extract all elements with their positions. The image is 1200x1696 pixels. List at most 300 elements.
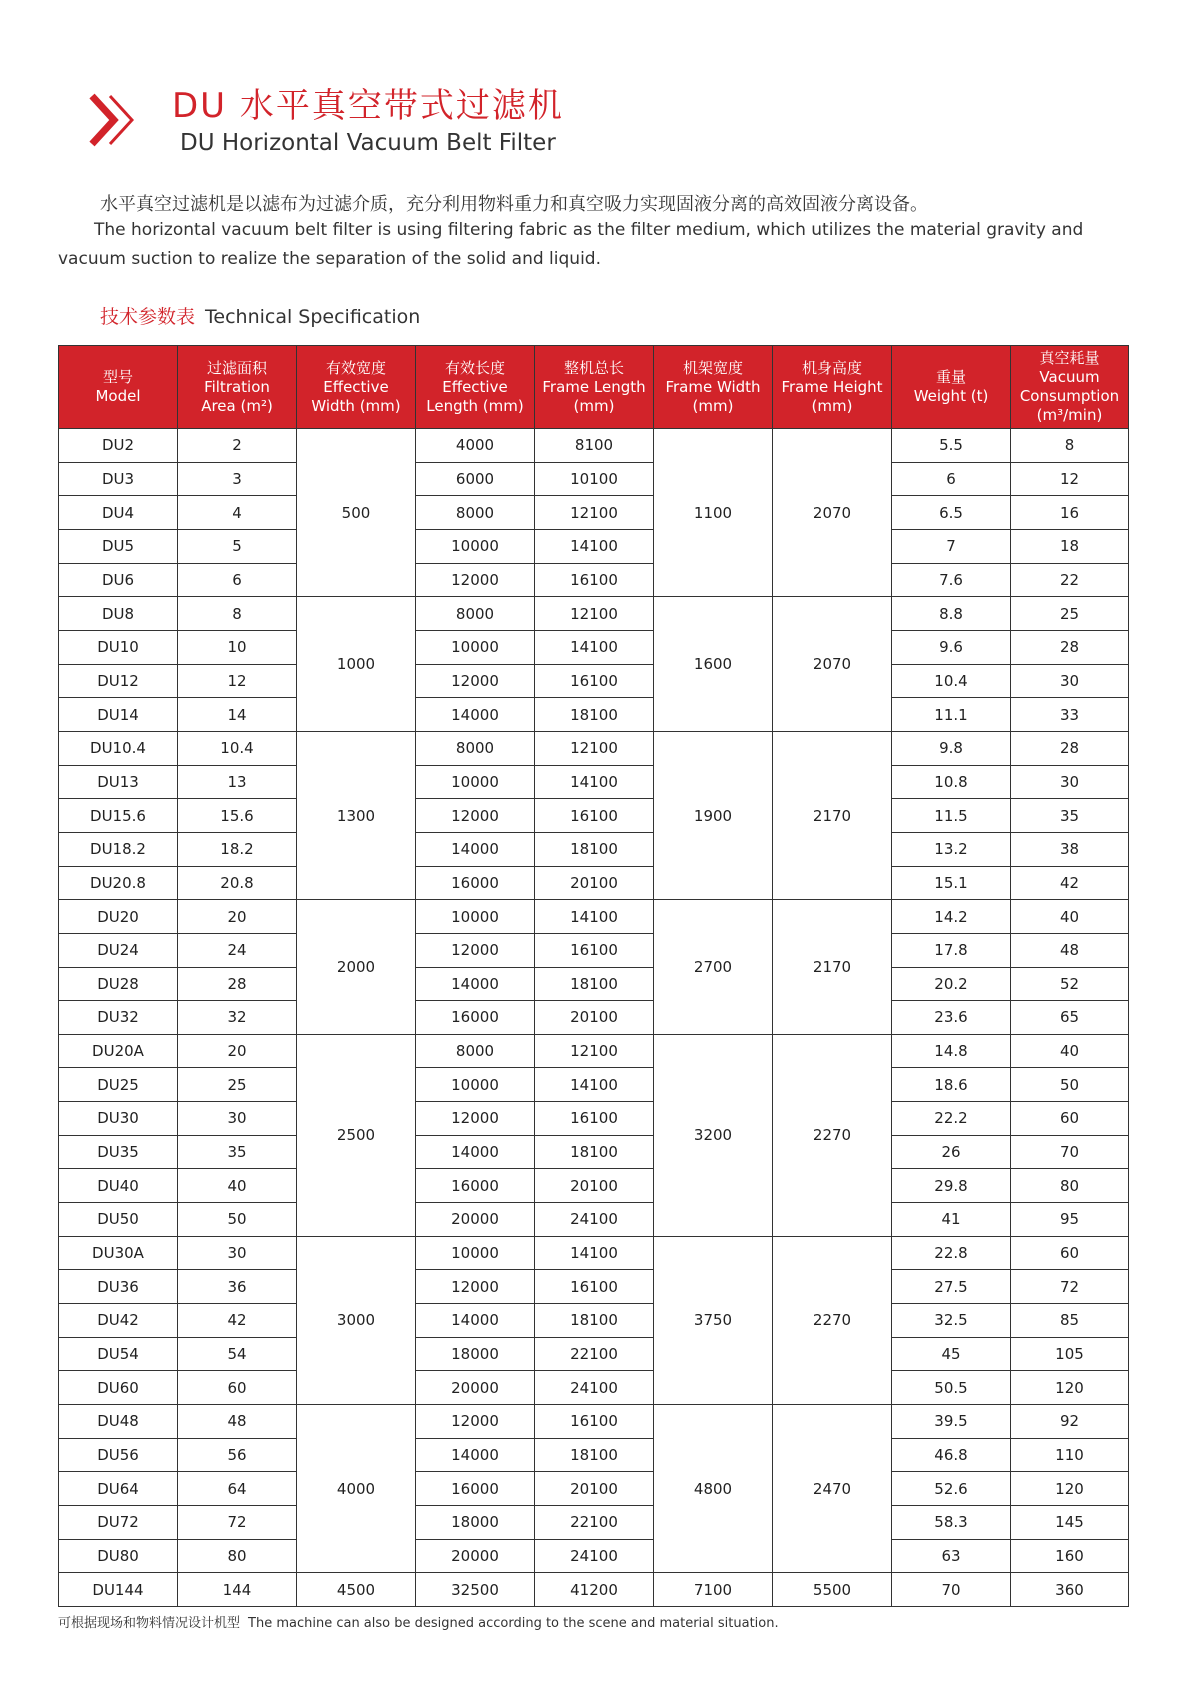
vacuum-consumption-cell: 12 <box>1011 462 1129 496</box>
weight-cell: 7.6 <box>892 563 1011 597</box>
weight-cell: 7 <box>892 529 1011 563</box>
model-cell: DU20A <box>59 1034 178 1068</box>
frame-length-cell: 12100 <box>535 597 654 631</box>
vacuum-consumption-cell: 145 <box>1011 1506 1129 1540</box>
frame-width-cell: 2700 <box>654 900 773 1035</box>
effective-length-cell: 8000 <box>416 597 535 631</box>
frame-length-cell: 18100 <box>535 1304 654 1338</box>
effective-length-cell: 4000 <box>416 429 535 463</box>
vacuum-consumption-cell: 360 <box>1011 1573 1129 1607</box>
table-row <box>59 698 1129 732</box>
model-cell: DU42 <box>59 1304 178 1338</box>
filtration-area-cell: 35 <box>178 1135 297 1169</box>
frame-length-cell: 16100 <box>535 563 654 597</box>
table-row <box>59 1169 1129 1203</box>
model-cell: DU5 <box>59 529 178 563</box>
model-cell: DU48 <box>59 1405 178 1439</box>
effective-length-cell: 10000 <box>416 630 535 664</box>
table-row <box>59 1539 1129 1573</box>
weight-cell: 17.8 <box>892 933 1011 967</box>
model-cell: DU4 <box>59 496 178 530</box>
weight-cell: 8.8 <box>892 597 1011 631</box>
vacuum-consumption-cell: 28 <box>1011 731 1129 765</box>
weight-cell: 32.5 <box>892 1304 1011 1338</box>
model-cell: DU60 <box>59 1371 178 1405</box>
column-header-cn: 真空耗量 <box>1039 349 1100 367</box>
table-row <box>59 967 1129 1001</box>
filtration-area-cell: 60 <box>178 1371 297 1405</box>
effective-length-cell: 14000 <box>416 1135 535 1169</box>
frame-length-cell: 16100 <box>535 1270 654 1304</box>
weight-cell: 23.6 <box>892 1001 1011 1035</box>
column-header-en: (mm) <box>811 396 853 415</box>
filtration-area-cell: 2 <box>178 429 297 463</box>
model-cell: DU10 <box>59 630 178 664</box>
frame-width-cell: 1900 <box>654 731 773 899</box>
spec-table <box>58 345 1129 1607</box>
frame-height-cell: 2270 <box>773 1034 892 1236</box>
filtration-area-cell: 30 <box>178 1102 297 1136</box>
table-row <box>59 1034 1129 1068</box>
effective-length-cell: 12000 <box>416 1102 535 1136</box>
model-cell: DU36 <box>59 1270 178 1304</box>
frame-length-cell: 20100 <box>535 1169 654 1203</box>
effective-length-cell: 14000 <box>416 1304 535 1338</box>
frame-length-cell: 14100 <box>535 765 654 799</box>
frame-width-cell: 4800 <box>654 1405 773 1573</box>
weight-cell: 11.5 <box>892 799 1011 833</box>
filtration-area-cell: 25 <box>178 1068 297 1102</box>
effective-length-cell: 20000 <box>416 1539 535 1573</box>
table-row <box>59 765 1129 799</box>
weight-cell: 52.6 <box>892 1472 1011 1506</box>
table-row <box>59 832 1129 866</box>
vacuum-consumption-cell: 85 <box>1011 1304 1129 1338</box>
model-cell: DU25 <box>59 1068 178 1102</box>
vacuum-consumption-cell: 8 <box>1011 429 1129 463</box>
weight-cell: 50.5 <box>892 1371 1011 1405</box>
column-header <box>892 346 1011 429</box>
model-cell: DU15.6 <box>59 799 178 833</box>
frame-length-cell: 14100 <box>535 900 654 934</box>
frame-length-cell: 18100 <box>535 832 654 866</box>
model-cell: DU32 <box>59 1001 178 1035</box>
model-cell: DU6 <box>59 563 178 597</box>
model-cell: DU3 <box>59 462 178 496</box>
table-row <box>59 597 1129 631</box>
weight-cell: 46.8 <box>892 1438 1011 1472</box>
filtration-area-cell: 8 <box>178 597 297 631</box>
filtration-area-cell: 14 <box>178 698 297 732</box>
frame-width-cell: 1600 <box>654 597 773 732</box>
column-header <box>416 346 535 429</box>
table-row <box>59 462 1129 496</box>
column-header-en: Width (mm) <box>311 396 401 415</box>
weight-cell: 6 <box>892 462 1011 496</box>
column-header-en: Model <box>95 387 141 405</box>
frame-length-cell: 18100 <box>535 967 654 1001</box>
table-row <box>59 429 1129 463</box>
frame-length-cell: 18100 <box>535 1438 654 1472</box>
model-cell: DU8 <box>59 597 178 631</box>
vacuum-consumption-cell: 120 <box>1011 1371 1129 1405</box>
weight-cell: 20.2 <box>892 967 1011 1001</box>
frame-length-cell: 18100 <box>535 1135 654 1169</box>
table-row <box>59 1001 1129 1035</box>
vacuum-consumption-cell: 110 <box>1011 1438 1129 1472</box>
vacuum-consumption-cell: 95 <box>1011 1203 1129 1237</box>
effective-length-cell: 20000 <box>416 1203 535 1237</box>
effective-length-cell: 10000 <box>416 1068 535 1102</box>
frame-length-cell: 8100 <box>535 429 654 463</box>
column-header-cn: 重量 <box>935 368 966 386</box>
vacuum-consumption-cell: 60 <box>1011 1236 1129 1270</box>
table-row <box>59 1236 1129 1270</box>
model-cell: DU30 <box>59 1102 178 1136</box>
filtration-area-cell: 20 <box>178 900 297 934</box>
filtration-area-cell: 10 <box>178 630 297 664</box>
effective-length-cell: 16000 <box>416 1472 535 1506</box>
frame-width-cell: 7100 <box>654 1573 773 1607</box>
model-cell: DU13 <box>59 765 178 799</box>
column-header <box>59 346 178 429</box>
model-cell: DU24 <box>59 933 178 967</box>
table-row <box>59 933 1129 967</box>
column-header-en: Frame Length <box>542 377 646 396</box>
effective-length-cell: 12000 <box>416 664 535 698</box>
weight-cell: 39.5 <box>892 1405 1011 1439</box>
effective-length-cell: 18000 <box>416 1337 535 1371</box>
column-header <box>297 346 416 429</box>
double-chevron-right-icon <box>88 92 134 148</box>
page-title-en: DU Horizontal Vacuum Belt Filter <box>180 130 556 156</box>
table-row <box>59 1573 1129 1607</box>
effective-width-cell: 2500 <box>297 1034 416 1236</box>
model-cell: DU10.4 <box>59 731 178 765</box>
column-header <box>654 346 773 429</box>
frame-height-cell: 2470 <box>773 1405 892 1573</box>
column-header <box>535 346 654 429</box>
model-cell: DU20.8 <box>59 866 178 900</box>
frame-height-cell: 2070 <box>773 429 892 597</box>
frame-length-cell: 14100 <box>535 630 654 664</box>
spec-heading-cn: 技术参数表 <box>100 306 196 328</box>
column-header-en: Length (mm) <box>426 396 524 415</box>
vacuum-consumption-cell: 40 <box>1011 900 1129 934</box>
table-row <box>59 1102 1129 1136</box>
model-cell: DU35 <box>59 1135 178 1169</box>
intro-text-cn: 水平真空过滤机是以滤布为过滤介质，充分利用物料重力和真空吸力实现固液分离的高效固液分离设备。 <box>100 194 928 215</box>
frame-height-cell: 5500 <box>773 1573 892 1607</box>
vacuum-consumption-cell: 72 <box>1011 1270 1129 1304</box>
effective-length-cell: 14000 <box>416 1438 535 1472</box>
effective-width-cell: 3000 <box>297 1236 416 1404</box>
footnote-cn: 可根据现场和物料情况设计机型 <box>58 1616 241 1631</box>
frame-length-cell: 41200 <box>535 1573 654 1607</box>
weight-cell: 15.1 <box>892 866 1011 900</box>
frame-length-cell: 10100 <box>535 462 654 496</box>
table-row <box>59 1506 1129 1540</box>
filtration-area-cell: 18.2 <box>178 832 297 866</box>
model-cell: DU40 <box>59 1169 178 1203</box>
column-header-en: Effective <box>442 377 508 396</box>
frame-width-cell: 3200 <box>654 1034 773 1236</box>
frame-height-cell: 2170 <box>773 731 892 899</box>
effective-length-cell: 10000 <box>416 900 535 934</box>
filtration-area-cell: 48 <box>178 1405 297 1439</box>
model-cell: DU18.2 <box>59 832 178 866</box>
filtration-area-cell: 36 <box>178 1270 297 1304</box>
table-row <box>59 1405 1129 1439</box>
vacuum-consumption-cell: 30 <box>1011 765 1129 799</box>
effective-length-cell: 16000 <box>416 1001 535 1035</box>
filtration-area-cell: 64 <box>178 1472 297 1506</box>
frame-length-cell: 16100 <box>535 1102 654 1136</box>
vacuum-consumption-cell: 33 <box>1011 698 1129 732</box>
weight-cell: 5.5 <box>892 429 1011 463</box>
model-cell: DU50 <box>59 1203 178 1237</box>
footnote-en: The machine can also be designed according to the scene and material situation. <box>248 1616 779 1631</box>
vacuum-consumption-cell: 105 <box>1011 1337 1129 1371</box>
weight-cell: 13.2 <box>892 832 1011 866</box>
frame-height-cell: 2070 <box>773 597 892 732</box>
frame-length-cell: 12100 <box>535 1034 654 1068</box>
column-header-en: (mm) <box>573 396 615 415</box>
frame-width-cell: 1100 <box>654 429 773 597</box>
frame-length-cell: 20100 <box>535 1472 654 1506</box>
frame-length-cell: 14100 <box>535 1068 654 1102</box>
column-header <box>773 346 892 429</box>
weight-cell: 18.6 <box>892 1068 1011 1102</box>
model-cell: DU80 <box>59 1539 178 1573</box>
model-cell: DU2 <box>59 429 178 463</box>
column-header-en: (m³/min) <box>1036 406 1103 424</box>
weight-cell: 11.1 <box>892 698 1011 732</box>
vacuum-consumption-cell: 50 <box>1011 1068 1129 1102</box>
effective-length-cell: 16000 <box>416 1169 535 1203</box>
column-header-cn: 有效宽度 <box>325 358 386 377</box>
column-header <box>1011 346 1129 429</box>
column-header-cn: 机身高度 <box>801 358 862 377</box>
effective-width-cell: 4500 <box>297 1573 416 1607</box>
frame-length-cell: 18100 <box>535 698 654 732</box>
filtration-area-cell: 144 <box>178 1573 297 1607</box>
table-row <box>59 1371 1129 1405</box>
frame-length-cell: 14100 <box>535 1236 654 1270</box>
frame-length-cell: 22100 <box>535 1337 654 1371</box>
effective-length-cell: 10000 <box>416 529 535 563</box>
effective-length-cell: 12000 <box>416 933 535 967</box>
column-header-en: (mm) <box>692 396 734 415</box>
table-row <box>59 1068 1129 1102</box>
vacuum-consumption-cell: 120 <box>1011 1472 1129 1506</box>
frame-height-cell: 2270 <box>773 1236 892 1404</box>
model-cell: DU56 <box>59 1438 178 1472</box>
model-cell: DU64 <box>59 1472 178 1506</box>
vacuum-consumption-cell: 42 <box>1011 866 1129 900</box>
filtration-area-cell: 32 <box>178 1001 297 1035</box>
frame-height-cell: 2170 <box>773 900 892 1035</box>
column-header-cn: 机架宽度 <box>682 358 743 377</box>
frame-length-cell: 16100 <box>535 664 654 698</box>
weight-cell: 26 <box>892 1135 1011 1169</box>
footnote <box>58 1612 779 1631</box>
frame-length-cell: 16100 <box>535 1405 654 1439</box>
table-row <box>59 664 1129 698</box>
vacuum-consumption-cell: 65 <box>1011 1001 1129 1035</box>
table-row <box>59 1270 1129 1304</box>
weight-cell: 22.8 <box>892 1236 1011 1270</box>
weight-cell: 41 <box>892 1203 1011 1237</box>
table-row <box>59 866 1129 900</box>
table-header-row <box>59 346 1129 429</box>
filtration-area-cell: 72 <box>178 1506 297 1540</box>
table-row <box>59 496 1129 530</box>
frame-length-cell: 20100 <box>535 1001 654 1035</box>
filtration-area-cell: 28 <box>178 967 297 1001</box>
frame-length-cell: 14100 <box>535 529 654 563</box>
table-row <box>59 731 1129 765</box>
effective-width-cell: 1300 <box>297 731 416 899</box>
filtration-area-cell: 10.4 <box>178 731 297 765</box>
effective-width-cell: 4000 <box>297 1405 416 1573</box>
filtration-area-cell: 4 <box>178 496 297 530</box>
effective-length-cell: 16000 <box>416 866 535 900</box>
filtration-area-cell: 13 <box>178 765 297 799</box>
effective-length-cell: 8000 <box>416 1034 535 1068</box>
filtration-area-cell: 54 <box>178 1337 297 1371</box>
vacuum-consumption-cell: 18 <box>1011 529 1129 563</box>
model-cell: DU20 <box>59 900 178 934</box>
table-row <box>59 1337 1129 1371</box>
frame-length-cell: 16100 <box>535 799 654 833</box>
frame-length-cell: 20100 <box>535 866 654 900</box>
vacuum-consumption-cell: 92 <box>1011 1405 1129 1439</box>
effective-width-cell: 2000 <box>297 900 416 1035</box>
vacuum-consumption-cell: 40 <box>1011 1034 1129 1068</box>
weight-cell: 22.2 <box>892 1102 1011 1136</box>
spec-heading-en: Technical Specification <box>205 306 421 328</box>
frame-length-cell: 24100 <box>535 1371 654 1405</box>
effective-length-cell: 14000 <box>416 698 535 732</box>
model-cell: DU14 <box>59 698 178 732</box>
table-row <box>59 529 1129 563</box>
table-row <box>59 630 1129 664</box>
weight-cell: 70 <box>892 1573 1011 1607</box>
column-header-en: Vacuum <box>1039 368 1100 386</box>
column-header-en: Effective <box>323 377 389 396</box>
vacuum-consumption-cell: 70 <box>1011 1135 1129 1169</box>
weight-cell: 14.8 <box>892 1034 1011 1068</box>
effective-width-cell: 1000 <box>297 597 416 732</box>
weight-cell: 29.8 <box>892 1169 1011 1203</box>
table-row <box>59 1203 1129 1237</box>
column-header-en: Consumption <box>1019 387 1120 405</box>
column-header-en: Frame Height <box>781 377 883 396</box>
weight-cell: 10.8 <box>892 765 1011 799</box>
effective-length-cell: 12000 <box>416 563 535 597</box>
vacuum-consumption-cell: 30 <box>1011 664 1129 698</box>
weight-cell: 58.3 <box>892 1506 1011 1540</box>
effective-length-cell: 14000 <box>416 967 535 1001</box>
table-row <box>59 900 1129 934</box>
frame-length-cell: 24100 <box>535 1539 654 1573</box>
filtration-area-cell: 24 <box>178 933 297 967</box>
vacuum-consumption-cell: 35 <box>1011 799 1129 833</box>
model-cell: DU54 <box>59 1337 178 1371</box>
vacuum-consumption-cell: 60 <box>1011 1102 1129 1136</box>
effective-length-cell: 12000 <box>416 1270 535 1304</box>
filtration-area-cell: 80 <box>178 1539 297 1573</box>
effective-length-cell: 8000 <box>416 496 535 530</box>
vacuum-consumption-cell: 52 <box>1011 967 1129 1001</box>
filtration-area-cell: 12 <box>178 664 297 698</box>
column-header-en: Weight (t) <box>913 387 989 405</box>
effective-length-cell: 18000 <box>416 1506 535 1540</box>
table-row <box>59 563 1129 597</box>
vacuum-consumption-cell: 16 <box>1011 496 1129 530</box>
vacuum-consumption-cell: 80 <box>1011 1169 1129 1203</box>
frame-length-cell: 12100 <box>535 731 654 765</box>
table-row <box>59 1438 1129 1472</box>
model-cell: DU30A <box>59 1236 178 1270</box>
filtration-area-cell: 5 <box>178 529 297 563</box>
effective-length-cell: 20000 <box>416 1371 535 1405</box>
filtration-area-cell: 42 <box>178 1304 297 1338</box>
effective-length-cell: 12000 <box>416 799 535 833</box>
filtration-area-cell: 15.6 <box>178 799 297 833</box>
table-body <box>59 429 1129 1607</box>
model-cell: DU144 <box>59 1573 178 1607</box>
weight-cell: 9.8 <box>892 731 1011 765</box>
filtration-area-cell: 40 <box>178 1169 297 1203</box>
weight-cell: 6.5 <box>892 496 1011 530</box>
vacuum-consumption-cell: 22 <box>1011 563 1129 597</box>
column-header-en: Area (m²) <box>201 396 273 415</box>
spec-heading <box>100 302 420 329</box>
page-title-cn: DU 水平真空带式过滤机 <box>172 86 564 126</box>
table-row <box>59 1472 1129 1506</box>
effective-length-cell: 10000 <box>416 765 535 799</box>
column-header-cn: 过滤面积 <box>206 358 267 377</box>
effective-length-cell: 32500 <box>416 1573 535 1607</box>
frame-length-cell: 12100 <box>535 496 654 530</box>
filtration-area-cell: 56 <box>178 1438 297 1472</box>
model-cell: DU28 <box>59 967 178 1001</box>
column-header-cn: 型号 <box>102 368 133 386</box>
frame-length-cell: 22100 <box>535 1506 654 1540</box>
frame-length-cell: 16100 <box>535 933 654 967</box>
vacuum-consumption-cell: 25 <box>1011 597 1129 631</box>
weight-cell: 9.6 <box>892 630 1011 664</box>
vacuum-consumption-cell: 28 <box>1011 630 1129 664</box>
weight-cell: 63 <box>892 1539 1011 1573</box>
effective-length-cell: 6000 <box>416 462 535 496</box>
model-cell: DU12 <box>59 664 178 698</box>
intro-text-en: The horizontal vacuum belt filter is using filtering fabric as the filter medium, which utilizes the material gravity and vacuum suction to realize the separation of the solid and liquid. <box>58 220 1084 269</box>
column-header-en: Filtration <box>204 377 270 396</box>
weight-cell: 10.4 <box>892 664 1011 698</box>
filtration-area-cell: 30 <box>178 1236 297 1270</box>
vacuum-consumption-cell: 160 <box>1011 1539 1129 1573</box>
filtration-area-cell: 20.8 <box>178 866 297 900</box>
filtration-area-cell: 50 <box>178 1203 297 1237</box>
filtration-area-cell: 6 <box>178 563 297 597</box>
effective-length-cell: 8000 <box>416 731 535 765</box>
frame-length-cell: 24100 <box>535 1203 654 1237</box>
model-cell: DU72 <box>59 1506 178 1540</box>
effective-length-cell: 10000 <box>416 1236 535 1270</box>
